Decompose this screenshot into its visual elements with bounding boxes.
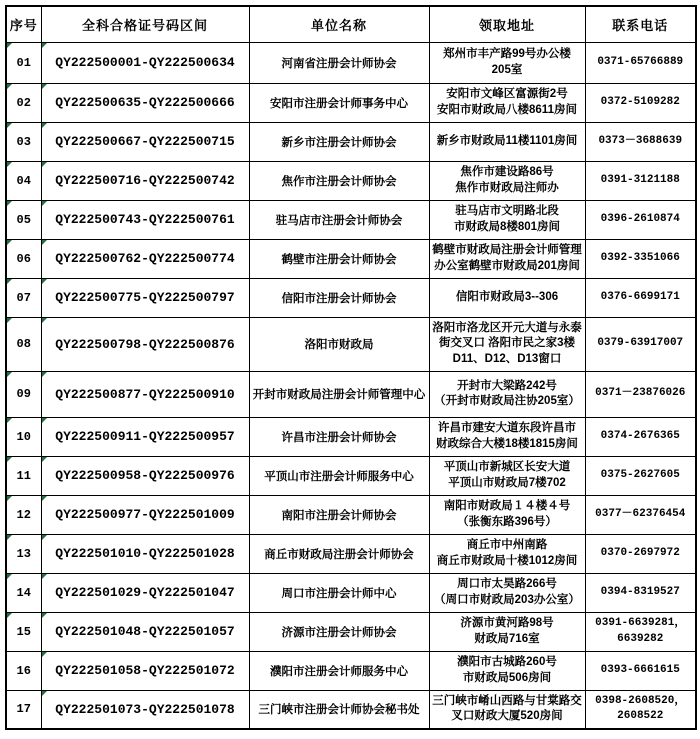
cell-pickup-address [429, 317, 585, 371]
cell-serial-no-text: 07 [16, 290, 31, 305]
number-as-text-indicator-icon [42, 43, 47, 48]
cell-phone-text: 0377－62376454 [595, 507, 686, 520]
cell-unit-name [249, 317, 429, 371]
cell-phone-text: 0371－23876026 [595, 387, 686, 400]
cell-phone-text: 0392-3351066 [600, 251, 680, 264]
cell-pickup-address-text: 新乡市财政局11楼1101房间 [436, 134, 578, 147]
cell-unit-name-text: 洛阳市财政局 [304, 339, 374, 351]
cell-pickup-address-text: 周口市太昊路266号 [457, 578, 557, 591]
cell-phone [585, 690, 696, 729]
cell-pickup-address-text: 平顶山市新城区长安大道 [443, 461, 571, 474]
cell-cert-range-text: QY222501073-QY222501078 [55, 701, 235, 717]
cell-phone [585, 317, 696, 371]
table-row [6, 495, 696, 534]
cell-serial-no [6, 42, 41, 83]
cell-phone [585, 456, 696, 495]
number-as-text-indicator-icon [7, 372, 12, 377]
number-as-text-indicator-icon [7, 418, 12, 423]
col-header-cert-range: 全科合格证号码区间 [41, 6, 249, 42]
number-as-text-indicator-icon [7, 574, 12, 579]
cell-cert-range-text: QY222500743-QY222500761 [55, 212, 235, 227]
cell-cert-range [41, 239, 249, 278]
cell-serial-no-text: 15 [16, 624, 31, 639]
cell-pickup-address-text: 濮阳市古城路260号 [457, 656, 557, 669]
cell-pickup-address-text: 开封市大梁路242号 [457, 379, 557, 392]
cell-unit-name [249, 371, 429, 417]
cell-cert-range [41, 161, 249, 200]
cell-pickup-address-text: 安阳市财政局八楼8611房间 [437, 103, 577, 116]
cell-cert-range-text: QY222501048-QY222501057 [55, 624, 235, 639]
cell-pickup-address-text: 街交叉口 洛阳市民之家3楼 [438, 337, 576, 350]
cell-cert-range-text: QY222500667-QY222500715 [55, 134, 235, 149]
cell-unit-name [249, 161, 429, 200]
cell-serial-no [6, 371, 41, 417]
table-row [6, 239, 696, 278]
cell-pickup-address-text: 济源市黄河路98号 [460, 617, 554, 630]
cell-unit-name-text: 周口市注册会计师中心 [281, 587, 397, 600]
cell-serial-no [6, 122, 41, 161]
cell-unit-name [249, 495, 429, 534]
number-as-text-indicator-icon [42, 418, 47, 423]
number-as-text-indicator-icon [42, 574, 47, 579]
cell-serial-no-text: 17 [16, 702, 31, 717]
table-row [6, 278, 696, 317]
number-as-text-indicator-icon [42, 162, 47, 167]
cell-cert-range-text: QY222500958-QY222500976 [55, 468, 235, 483]
col-header-phone: 联系电话 [585, 6, 696, 42]
cell-pickup-address-text: 叉口财政大厦520房间 [451, 710, 563, 723]
number-as-text-indicator-icon [7, 457, 12, 462]
cell-unit-name-text: 济源市注册会计师协会 [281, 626, 397, 639]
cell-pickup-address-text: （开封市财政局注协205室） [434, 395, 580, 407]
table-row [6, 317, 696, 371]
table-row [6, 612, 696, 651]
number-as-text-indicator-icon [7, 496, 12, 501]
cell-serial-no-text: 05 [16, 212, 31, 227]
cell-pickup-address-text: D11、D12、D13窗口 [452, 352, 562, 365]
cell-pickup-address-text: 鹤壁市财政局注册会计师管理 [432, 244, 582, 257]
cell-serial-no-text: 01 [16, 55, 31, 70]
cell-pickup-address-text: 平顶山市财政局7楼702 [448, 476, 566, 489]
cell-phone-text: 2608522 [617, 710, 664, 723]
cell-phone-text: 0372-5109282 [600, 95, 680, 108]
table-row [6, 122, 696, 161]
table-row [6, 200, 696, 239]
cell-pickup-address [429, 651, 585, 690]
cell-unit-name [249, 573, 429, 612]
number-as-text-indicator-icon [42, 691, 47, 696]
cell-phone [585, 122, 696, 161]
number-as-text-indicator-icon [7, 279, 12, 284]
cell-phone-text: 0394-8319527 [600, 585, 680, 598]
cell-unit-name-text: 焦作市注册会计师协会 [281, 175, 397, 188]
cell-phone-text: 0398-2608520， [595, 694, 686, 707]
number-as-text-indicator-icon [7, 123, 12, 128]
number-as-text-indicator-icon [42, 240, 47, 245]
cell-unit-name-text: 河南省注册会计师协会 [281, 57, 397, 70]
cell-unit-name-text: 鹤壁市注册会计师协会 [281, 253, 397, 266]
cell-pickup-address-text: 许昌市建安大道东段许昌市 [438, 422, 576, 435]
number-as-text-indicator-icon [7, 43, 12, 48]
cell-cert-range-text: QY222500001-QY222500634 [55, 55, 235, 70]
cell-serial-no [6, 534, 41, 573]
cell-phone-text: 6639282 [617, 632, 664, 645]
cell-pickup-address [429, 161, 585, 200]
cell-unit-name-text: 商丘市财政局注册会计师协会 [264, 548, 414, 561]
col-header-unit-name: 单位名称 [249, 6, 429, 42]
table-row [6, 83, 696, 122]
cell-pickup-address-text: 南阳市财政局１４楼４号 [443, 500, 571, 513]
cell-pickup-address [429, 534, 585, 573]
cell-cert-range-text: QY222500762-QY222500774 [55, 251, 235, 266]
cell-pickup-address-text: 205室 [491, 63, 523, 76]
cell-unit-name-text: 濮阳市注册会计师服务中心 [270, 665, 408, 678]
cell-serial-no-text: 10 [16, 429, 31, 444]
cell-serial-no [6, 200, 41, 239]
cell-phone [585, 371, 696, 417]
cell-serial-no-text: 08 [16, 337, 31, 351]
cell-phone-text: 0391-3121188 [600, 173, 680, 186]
cell-pickup-address-text: 商丘市财政局十楼1012房间 [436, 554, 578, 567]
cell-cert-range-text: QY222500877-QY222500910 [55, 386, 235, 402]
cell-pickup-address-text: 三门峡市崤山西路与甘棠路交 [432, 695, 582, 708]
cell-serial-no [6, 495, 41, 534]
cell-serial-no [6, 83, 41, 122]
table-row [6, 456, 696, 495]
number-as-text-indicator-icon [42, 372, 47, 377]
cell-phone-text: 0379-63917007 [597, 337, 684, 350]
cell-pickup-address [429, 573, 585, 612]
col-header-pickup-address: 领取地址 [429, 6, 585, 42]
cell-phone [585, 417, 696, 456]
cell-cert-range-text: QY222500798-QY222500876 [55, 336, 235, 352]
cell-pickup-address [429, 42, 585, 83]
table-row [6, 690, 696, 729]
cell-phone [585, 534, 696, 573]
cell-cert-range [41, 122, 249, 161]
cell-pickup-address [429, 690, 585, 729]
cell-serial-no [6, 161, 41, 200]
number-as-text-indicator-icon [7, 201, 12, 206]
cell-cert-range-text: QY222501029-QY222501047 [55, 585, 235, 600]
cell-pickup-address-text: 郑州市丰产路99号办公楼 [443, 48, 571, 61]
cell-serial-no-text: 12 [16, 507, 31, 522]
cell-serial-no-text: 09 [16, 387, 31, 401]
cell-serial-no [6, 417, 41, 456]
cell-serial-no [6, 278, 41, 317]
number-as-text-indicator-icon [7, 318, 12, 323]
cell-pickup-address-text: 市财政局506房间 [462, 671, 552, 684]
pickup-locations-table [5, 5, 697, 730]
cell-unit-name [249, 612, 429, 651]
cell-unit-name [249, 200, 429, 239]
cell-pickup-address [429, 371, 585, 417]
cell-unit-name [249, 651, 429, 690]
number-as-text-indicator-icon [7, 84, 12, 89]
cell-serial-no [6, 612, 41, 651]
cell-phone-text: 0371-65766889 [597, 55, 684, 68]
cell-serial-no-text: 16 [16, 663, 31, 678]
number-as-text-indicator-icon [7, 613, 12, 618]
cell-phone [585, 42, 696, 83]
cell-pickup-address-text: 商丘市中州南路 [466, 539, 548, 552]
cell-pickup-address-text: 信阳市财政局3--306 [455, 290, 559, 303]
cell-unit-name [249, 417, 429, 456]
cell-cert-range-text: QY222500635-QY222500666 [55, 95, 235, 110]
cell-serial-no [6, 690, 41, 729]
cell-pickup-address [429, 200, 585, 239]
cell-pickup-address [429, 83, 585, 122]
cell-serial-no-text: 04 [16, 173, 31, 188]
cell-unit-name [249, 239, 429, 278]
cell-unit-name-text: 信阳市注册会计师协会 [281, 292, 397, 305]
number-as-text-indicator-icon [42, 123, 47, 128]
cell-cert-range [41, 495, 249, 534]
cell-phone-text: 0370-2697972 [600, 546, 680, 559]
cell-phone-text: 0373－3688639 [598, 134, 683, 147]
cell-unit-name-text: 开封市财政局注册会计师管理中心 [252, 389, 426, 401]
cell-pickup-address-text: （张衡东路396号） [457, 515, 557, 528]
cell-serial-no-text: 11 [16, 468, 31, 483]
cell-phone-text: 0391-6639281， [595, 617, 686, 630]
cell-unit-name-text: 南阳市注册会计师协会 [281, 509, 397, 522]
number-as-text-indicator-icon [7, 162, 12, 167]
cell-phone [585, 651, 696, 690]
number-as-text-indicator-icon [7, 240, 12, 245]
cell-serial-no [6, 317, 41, 371]
cell-pickup-address-text: 市财政局8楼801房间 [453, 220, 561, 233]
cell-pickup-address-text: 驻马店市文明路北段 [455, 205, 559, 218]
cell-cert-range [41, 456, 249, 495]
cell-cert-range [41, 278, 249, 317]
cell-pickup-address [429, 456, 585, 495]
cell-unit-name-text: 安阳市注册会计师事务中心 [270, 97, 408, 110]
cell-pickup-address-text: 焦作市财政局注师办 [455, 181, 559, 194]
number-as-text-indicator-icon [42, 279, 47, 284]
cell-phone [585, 612, 696, 651]
cell-serial-no-text: 03 [16, 134, 31, 149]
cell-phone [585, 200, 696, 239]
cell-cert-range-text: QY222500977-QY222501009 [55, 507, 235, 522]
cell-cert-range [41, 651, 249, 690]
header-row [6, 6, 696, 42]
cell-phone [585, 161, 696, 200]
cell-pickup-address-text: 办公室鹤壁市财政局201房间 [434, 259, 580, 272]
cell-cert-range [41, 83, 249, 122]
cell-phone-text: 0393-6661615 [600, 663, 680, 676]
cell-serial-no [6, 239, 41, 278]
cell-phone-text: 0376-6699171 [600, 290, 680, 303]
cell-pickup-address [429, 495, 585, 534]
cell-unit-name-text: 平顶山市注册会计师服务中心 [264, 470, 414, 483]
cell-cert-range [41, 317, 249, 371]
cell-unit-name [249, 690, 429, 729]
cell-cert-range [41, 200, 249, 239]
number-as-text-indicator-icon [7, 535, 12, 540]
cell-phone-text: 0374-2676365 [600, 429, 680, 442]
number-as-text-indicator-icon [42, 613, 47, 618]
cell-phone-text: 0396-2610874 [600, 212, 680, 225]
cell-phone [585, 495, 696, 534]
cell-cert-range-text: QY222500911-QY222500957 [55, 429, 235, 444]
cell-cert-range [41, 690, 249, 729]
table-row [6, 573, 696, 612]
cell-pickup-address [429, 122, 585, 161]
cell-cert-range-text: QY222500716-QY222500742 [55, 173, 235, 188]
cell-phone [585, 278, 696, 317]
cell-unit-name [249, 122, 429, 161]
cell-phone [585, 573, 696, 612]
cell-serial-no-text: 02 [16, 95, 31, 110]
cell-serial-no [6, 651, 41, 690]
cell-cert-range-text: QY222500775-QY222500797 [55, 290, 235, 305]
cell-unit-name [249, 83, 429, 122]
cell-cert-range [41, 573, 249, 612]
cell-pickup-address-text: 安阳市文峰区富源街2号 [446, 88, 568, 101]
table-row [6, 651, 696, 690]
table-row [6, 534, 696, 573]
cell-cert-range [41, 417, 249, 456]
cell-serial-no-text: 06 [16, 251, 31, 266]
cell-cert-range [41, 534, 249, 573]
cell-pickup-address-text: （周口市财政局203办公室） [434, 593, 580, 606]
number-as-text-indicator-icon [42, 318, 47, 323]
table-row [6, 371, 696, 417]
cell-unit-name-text: 驻马店市注册会计师协会 [275, 214, 403, 227]
cell-unit-name-text: 新乡市注册会计师协会 [281, 136, 397, 149]
table-row [6, 417, 696, 456]
table-row [6, 42, 696, 83]
cell-phone [585, 239, 696, 278]
col-header-serial-no: 序号 [6, 6, 41, 42]
cell-pickup-address [429, 278, 585, 317]
cell-cert-range-text: QY222501010-QY222501028 [55, 546, 235, 561]
cell-cert-range-text: QY222501058-QY222501072 [55, 663, 235, 678]
number-as-text-indicator-icon [42, 496, 47, 501]
cell-pickup-address [429, 239, 585, 278]
number-as-text-indicator-icon [42, 84, 47, 89]
cell-pickup-address [429, 417, 585, 456]
cell-pickup-address-text: 财政局716室 [474, 632, 540, 645]
cell-unit-name [249, 278, 429, 317]
cell-unit-name [249, 42, 429, 83]
cell-serial-no [6, 456, 41, 495]
number-as-text-indicator-icon [42, 535, 47, 540]
cell-pickup-address-text: 财政综合大楼18楼1815房间 [436, 437, 578, 450]
number-as-text-indicator-icon [42, 652, 47, 657]
cell-pickup-address-text: 焦作市建设路86号 [460, 166, 554, 179]
cell-cert-range [41, 42, 249, 83]
cell-unit-name [249, 456, 429, 495]
table-row [6, 161, 696, 200]
cell-unit-name [249, 534, 429, 573]
number-as-text-indicator-icon [42, 201, 47, 206]
cell-pickup-address-text: 洛阳市洛龙区开元大道与永泰 [432, 322, 582, 335]
cell-phone [585, 83, 696, 122]
cell-cert-range [41, 371, 249, 417]
cell-pickup-address [429, 612, 585, 651]
number-as-text-indicator-icon [42, 457, 47, 462]
cell-serial-no-text: 13 [16, 546, 31, 561]
cell-unit-name-text: 许昌市注册会计师协会 [281, 431, 397, 444]
cell-unit-name-text: 三门峡市注册会计师协会秘书处 [258, 704, 420, 717]
cell-serial-no-text: 14 [16, 585, 31, 600]
cell-cert-range [41, 612, 249, 651]
cell-serial-no [6, 573, 41, 612]
cell-phone-text: 0375-2627605 [600, 468, 680, 481]
